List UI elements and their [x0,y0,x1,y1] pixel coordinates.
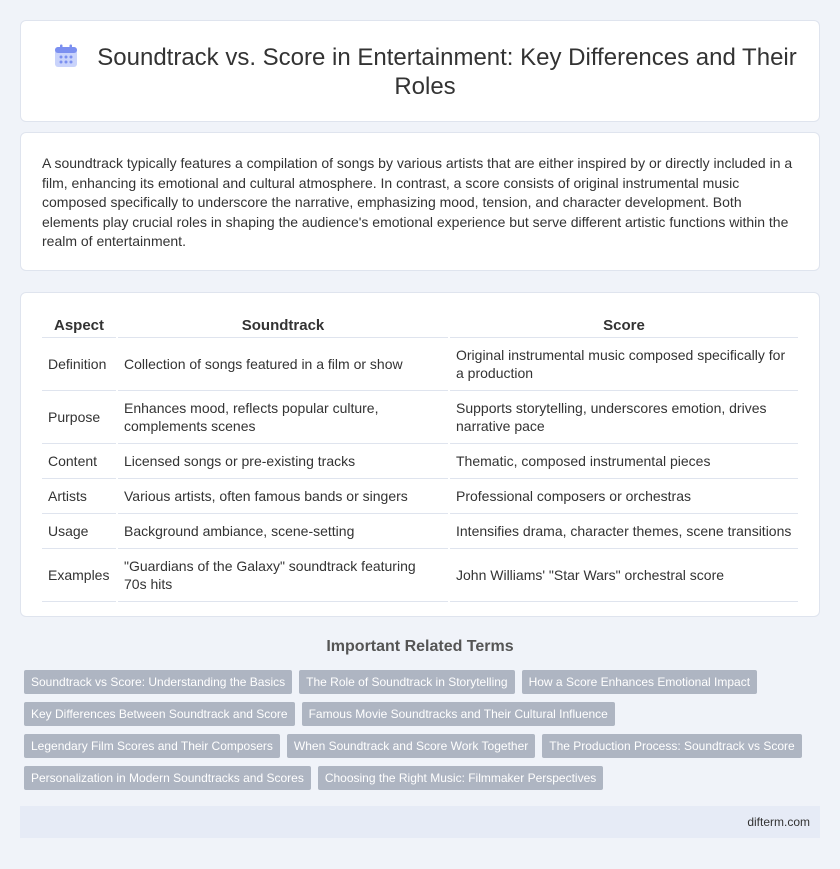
table-cell: Examples [42,549,117,602]
header-card [20,20,820,122]
table-cell: Artists [42,479,117,514]
footer [20,806,820,838]
table-row [42,338,798,391]
related-terms-list [24,670,816,790]
table-cell: Original instrumental music composed specifically for a production [449,338,798,391]
related-term-link[interactable]: Personalization in Modern Soundtracks and Scores [24,766,311,790]
table-cell: Licensed songs or pre-existing tracks [117,444,449,479]
related-terms-heading: Important Related Terms [326,638,514,655]
page-title [51,43,799,101]
comparison-table-card [20,292,820,617]
related-term-link[interactable]: Legendary Film Scores and Their Composers [24,734,280,758]
table-row [42,514,798,549]
table-row [42,444,798,479]
table-cell: Purpose [42,391,117,444]
calendar-icon [53,43,79,69]
related-term-link[interactable]: When Soundtrack and Score Work Together [287,734,535,758]
column-header-score: Score [449,315,798,338]
table-cell: Intensifies drama, character themes, scene transitions [449,514,798,549]
intro-card [20,132,820,271]
table-row [42,549,798,602]
table-cell: "Guardians of the Galaxy" soundtrack featuring 70s hits [117,549,449,602]
page-title-text: Soundtrack vs. Score in Entertainment: Key Differences and Their Roles [97,44,797,100]
related-term-link[interactable]: Key Differences Between Soundtrack and Score [24,702,295,726]
comparison-table [42,315,798,602]
footer-site-name: difterm.com [747,815,810,829]
table-row [42,391,798,444]
table-cell: Enhances mood, reflects popular culture, complements scenes [117,391,449,444]
table-cell: Professional composers or orchestras [449,479,798,514]
related-term-link[interactable]: The Production Process: Soundtrack vs Score [542,734,801,758]
table-cell: Background ambiance, scene-setting [117,514,449,549]
table-row [42,479,798,514]
table-cell: Various artists, often famous bands or singers [117,479,449,514]
table-cell: Supports storytelling, underscores emotion, drives narrative pace [449,391,798,444]
column-header-aspect: Aspect [42,315,117,338]
related-term-link[interactable]: The Role of Soundtrack in Storytelling [299,670,514,694]
related-term-link[interactable]: Famous Movie Soundtracks and Their Cultural Influence [302,702,615,726]
table-cell: Thematic, composed instrumental pieces [449,444,798,479]
intro-paragraph: A soundtrack typically features a compilation of songs by various artists that are either inspired by or directly included in a film, enhancing its emotional and cultural atmosphere. In contrast, a score consists of original instrumental music composed specifically to underscore the narrative, emphasizing mood, tension, and character development. Both elements play crucial roles in shaping the audience's emotional experience but serve different artistic functions within the realm of entertainment. [42,155,793,250]
table-cell: Definition [42,338,117,391]
table-cell: Usage [42,514,117,549]
related-term-link[interactable]: Soundtrack vs Score: Understanding the Basics [24,670,292,694]
header [51,43,799,101]
related-term-link[interactable]: Choosing the Right Music: Filmmaker Perspectives [318,766,603,790]
table-cell: John Williams' "Star Wars" orchestral score [449,549,798,602]
table-header-row [42,315,798,338]
table-cell: Content [42,444,117,479]
related-term-link[interactable]: How a Score Enhances Emotional Impact [522,670,757,694]
table-cell: Collection of songs featured in a film or show [117,338,449,391]
column-header-soundtrack: Soundtrack [117,315,449,338]
